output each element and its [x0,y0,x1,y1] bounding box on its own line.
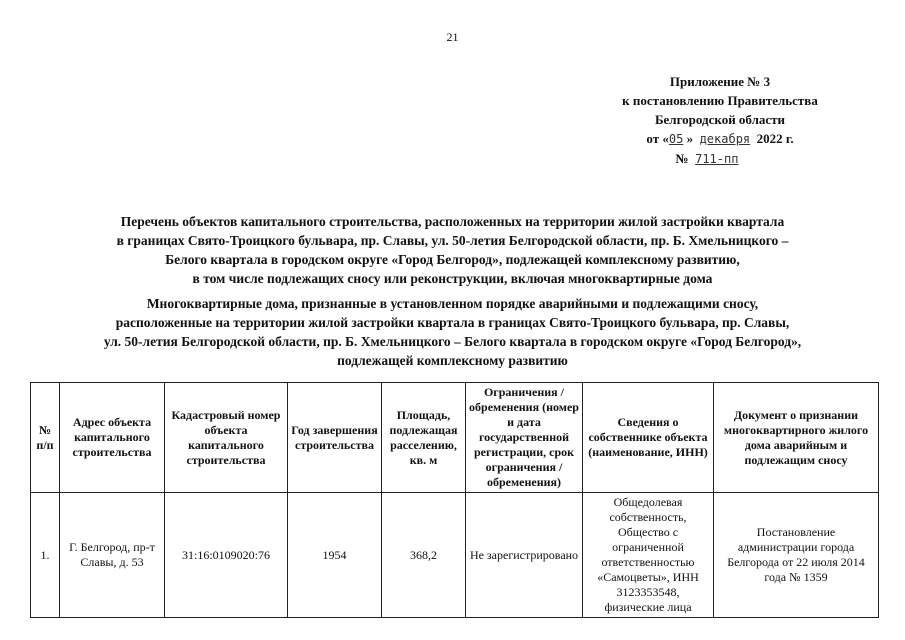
subtitle-line-1: Многоквартирные дома, признанные в установленном порядке аварийными и подлежащими сносу, [146,296,759,311]
header-year: Год завершения строительства [288,383,382,493]
cell-address: Г. Белгород, пр-т Славы, д. 53 [60,493,165,618]
objects-table [30,382,879,618]
appendix-line-3: Белгородской области [654,112,786,127]
header-number: № п/п [31,383,60,493]
subtitle-line-4: подлежащей комплексному развитию [337,353,568,368]
title-line-4: в том числе подлежащих сносу или реконструкции, включая многоквартирные дома [192,271,713,286]
table-row [31,493,879,618]
subtitle-line-3: ул. 50-летия Белгородской области, пр. Б. Хмельницкого – Белого квартала в городском округе «Город Белгород», [103,334,802,349]
appendix-line-2: к постановлению Правительства [622,93,818,108]
cell-year: 1954 [288,493,382,618]
date-month: декабря [699,132,751,146]
date-mid: » [686,131,694,146]
header-encumbrances: Ограничения / обременения (номер и дата государственной регистрации, срок ограничения / обременения) [466,383,583,493]
page-number: 21 [446,30,459,44]
number-value: 711-пп [695,152,739,166]
table-header-row [31,383,879,493]
appendix-number [560,149,880,169]
header-document: Документ о признании многоквартирного жилого дома аварийным и подлежащим сносу [714,383,879,493]
date-prefix: от « [646,131,669,146]
appendix-block [560,72,880,169]
cell-owner: Общедолевая собственность, Общество с ограниченной ответственностью «Самоцветы», ИНН 3123353548, физические лица [583,493,714,618]
appendix-date [560,129,880,149]
date-year: 2022 г. [756,131,794,146]
cell-encumbrances: Не зарегистрировано [466,493,583,618]
cell-area: 368,2 [382,493,466,618]
date-day: 05 [668,132,684,146]
cell-cadastral-number: 31:16:0109020:76 [165,493,288,618]
appendix-title: Приложение № 3 [669,74,771,89]
header-cadastral-number: Кадастровый номер объекта капитального строительства [165,383,288,493]
subtitle-line-2: расположенные на территории жилой застройки квартала в границах Свято-Троицкого бульвара, пр. Славы, [115,315,790,330]
header-owner: Сведения о собственнике объекта (наименование, ИНН) [583,383,714,493]
number-prefix: № [675,151,689,166]
cell-number: 1. [31,493,60,618]
title-line-1: Перечень объектов капитального строительства, расположенных на территории жилой застройки квартала [120,214,785,229]
header-area: Площадь, подлежащая расселению, кв. м [382,383,466,493]
title-line-2: в границах Свято-Троицкого бульвара, пр. Славы, ул. 50-летия Белгородской области, пр. Б. Хмельницкого – [116,233,789,248]
title-line-3: Белого квартала в городском округе «Город Белгород», подлежащей комплексному развитию, [165,252,740,267]
section-title [20,294,885,370]
cell-document: Постановление администрации города Белгорода от 22 июля 2014 года № 1359 [714,493,879,618]
header-address: Адрес объекта капитального строительства [60,383,165,493]
document-title [20,212,885,288]
